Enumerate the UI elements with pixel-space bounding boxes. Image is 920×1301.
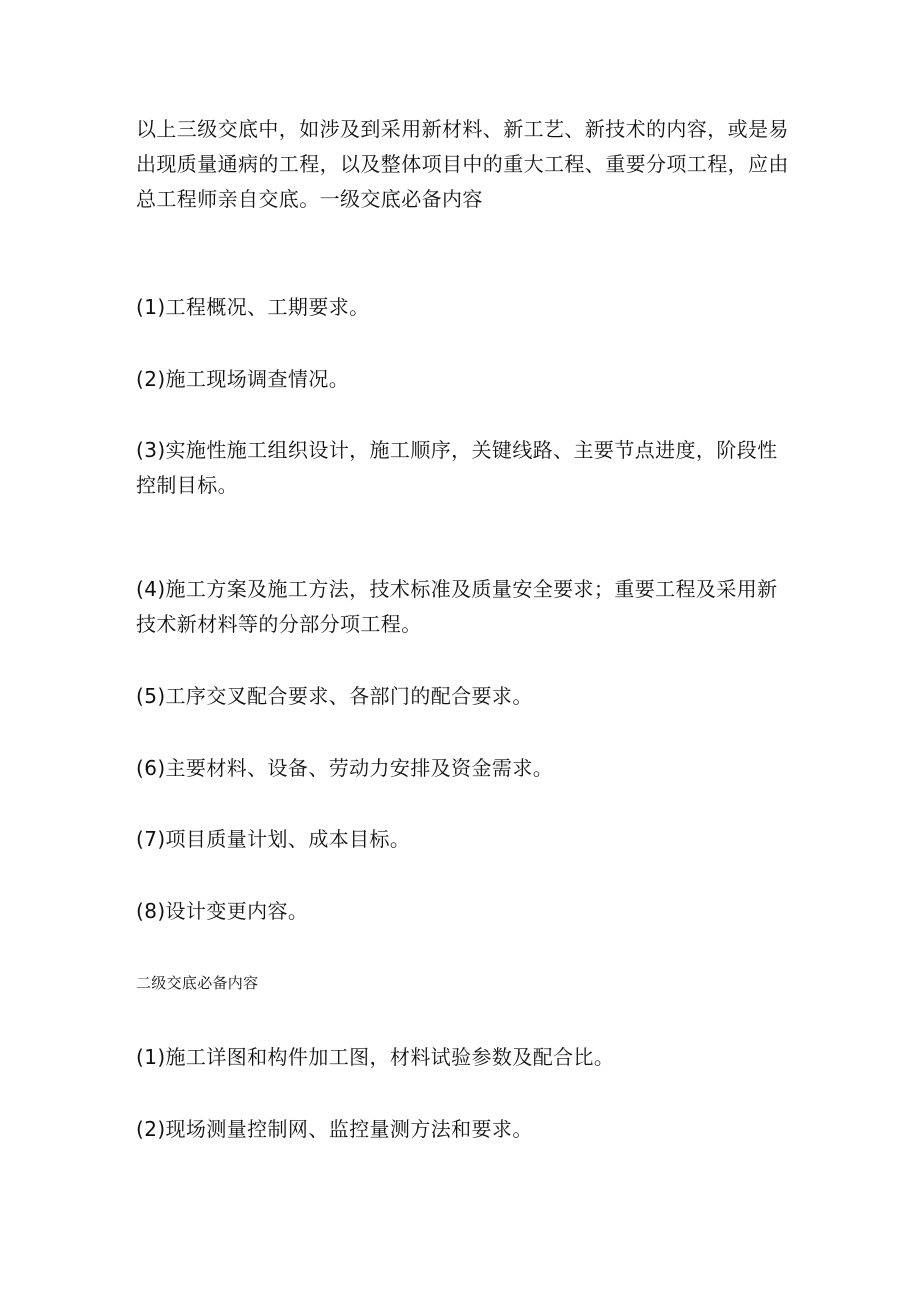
level1-item-7: (7)项目质量计划、成本目标。 <box>136 827 411 851</box>
level1-item-2: (2)施工现场调查情况。 <box>136 367 350 391</box>
level1-item-6: (6)主要材料、设备、劳动力安排及资金需求。 <box>136 756 554 780</box>
level1-item-8: (8)设计变更内容。 <box>136 899 309 923</box>
level1-item-5: (5)工序交叉配合要求、各部门的配合要求。 <box>136 684 533 708</box>
level2-heading: 二级交底必备内容 <box>136 974 259 992</box>
intro-paragraph: 以上三级交底中，如涉及到采用新材料、新工艺、新技术的内容，或是易出现质量通病的工程，以及整体项目中的重大工程、重要分项工程，应由总工程师亲自交底。一级交底必备内容 <box>136 117 789 211</box>
level1-item-3: (3)实施性施工组织设计，施工顺序，关键线路、主要节点进度，阶段性控制目标。 <box>136 438 778 497</box>
level1-item-4: (4)施工方案及施工方法，技术标准及质量安全要求；重要工程及采用新技术新材料等的分部分项工程。 <box>136 577 778 636</box>
level1-item-1: (1)工程概况、工期要求。 <box>136 295 370 319</box>
level2-item-1: (1)施工详图和构件加工图，材料试验参数及配合比。 <box>136 1045 615 1069</box>
level2-item-2: (2)现场测量控制网、监控量测方法和要求。 <box>136 1117 533 1141</box>
